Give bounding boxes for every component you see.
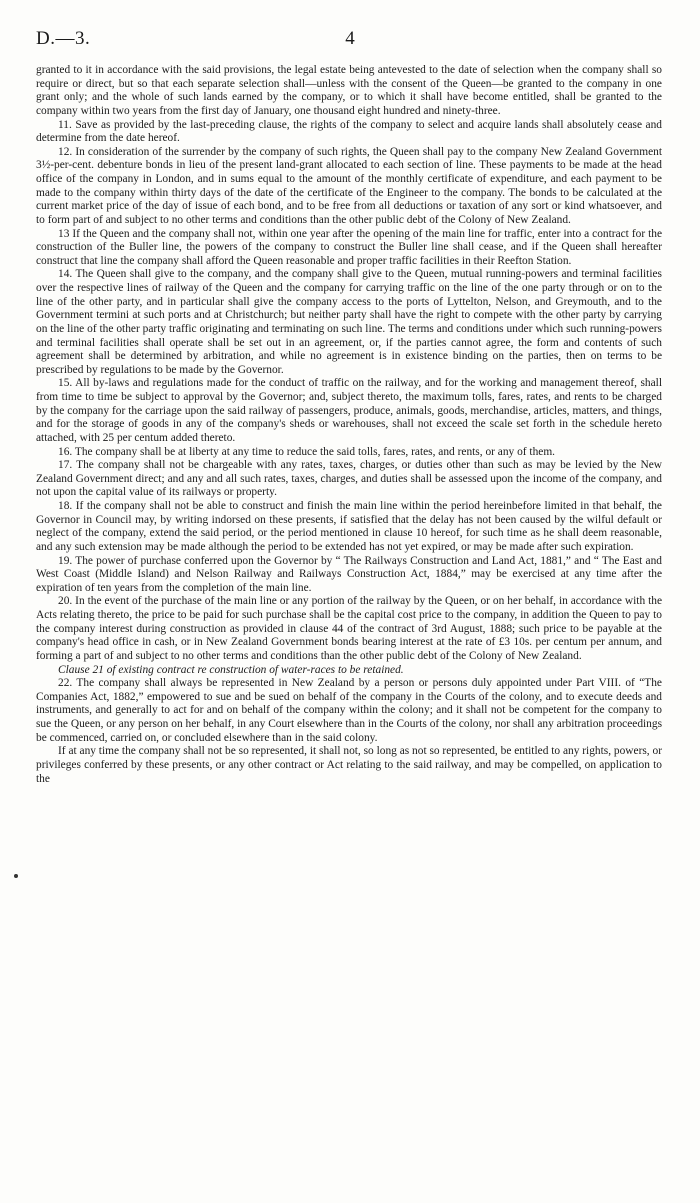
clause-20: 20. In the event of the purchase of the main line or any portion of the railway by the Queen, or on her behalf, in accordance with the Acts relating thereto, the price to be paid for such purchase shall be the capital cost price to the company, in addition the Queen to pay to the company interest during construction as provided in clause 44 of the contract of 3rd August, 1888; such price to be payable at the company's head office in cash, or in New Zealand Government bonds bearing interest at the rate of £3 10s. per centum per annum, and forming a part of and subject to no other terms and conditions than the other public debt of the Colony of New Zealand. bbox=[36, 595, 662, 662]
document-body bbox=[36, 64, 662, 786]
paragraph: If at any time the company shall not be so represented, it shall not, so long as not so represented, be entitled to any rights, powers, or privileges conferred by these presents, or any other contract or Act relating to the said railway, and may be compelled, on application to the bbox=[36, 745, 662, 785]
document-reference: D.—3. bbox=[36, 28, 91, 49]
clause-22: 22. The company shall always be represented in New Zealand by a person or persons duly appointed under Part VIII. of “The Companies Act, 1882,” empowered to sue and be sued on behalf of the company in the Courts of the colony, and to execute deeds and instruments, and generally to act for and on behalf of the company within the colony; and it shall not be competent for the company to sue the Queen, or any person on her behalf, in any Court elsewhere than in the Courts of the colony, nor shall any arbitration proceedings be commenced, carried on, or concluded elsewhere than in the said colony. bbox=[36, 677, 662, 744]
clause-15: 15. All by-laws and regulations made for the conduct of traffic on the railway, and for the working and management thereof, shall from time to time be subject to approval by the Governor; and, subject thereto, the maximum tolls, fares, rates, and rents to be charged by the company for the carriage upon the said railway of passengers, produce, animals, goods, merchandise, articles, matters, and things, and for the storage of goods in any of the company's sheds or warehouses, shall not exceed the scale set forth in the schedule hereto attached, with 25 per centum added thereto. bbox=[36, 377, 662, 444]
page-header bbox=[36, 28, 664, 52]
clause-12: 12. In consideration of the surrender by the company of such rights, the Queen shall pay to the company New Zealand Government 3½-per-cent. debenture bonds in lieu of the present land-grant allocated to each section of line. These payments to be made at the head office of the company in London, and in sums equal to the amount of the monthly certificate of expenditure, and each payment to be made to the company within thirty days of the date of the certificate of the Engineer to the company. The bonds to be calculated at the current market price of the day of issue of each bond, and to be free from all deductions or taxation of any sort or kind whatsoever, and to form part of and subject to no other terms and conditions than the other public debt of the Colony of New Zealand. bbox=[36, 145, 662, 226]
clause-17: 17. The company shall not be chargeable with any rates, taxes, charges, or duties other than such as may be levied by the New Zealand Government direct; and any and all such rates, taxes, charges, and duties shall be assessed upon the income of the company, and not upon the capital value of its railways or property. bbox=[36, 459, 662, 499]
clause-14: 14. The Queen shall give to the company, and the company shall give to the Queen, mutual running-powers and terminal facilities over the respective lines of railway of the Queen and the company for carrying traffic on the line of the one party through or on to the line of the other party, and in particular shall give the company access to the ports of Lyttelton, Nelson, and Greymouth, and to the Government termini at such ports and at Christchurch; but neither party shall have the right to compete with the other party by carrying on the line of the other party traffic originating and terminating on such line. The terms and conditions under which such running-powers and terminal facilities shall operate shall be set out in an agreement, or, if the parties cannot agree, the form and contents of such agreement shall be determined by arbitration, and while no agreement is in existence binding on the parties, then on terms to be prescribed by regulations to be made by the Governor. bbox=[36, 268, 662, 376]
paragraph: granted to it in accordance with the said provisions, the legal estate being antevested to the date of selection when the company shall so require or direct, but so that each separate selection shall—unless with the consent of the Queen—be granted to the company in one grant only; and the whole of such lands earned by the company, or to which it shall have become entitled, shall be granted to the company within two years from the first day of January, one thousand eight hundred and ninety-three. bbox=[36, 64, 662, 117]
clause-11: 11. Save as provided by the last-preceding clause, the rights of the company to select and acquire lands shall absolutely cease and determine from the date hereof. bbox=[36, 118, 662, 145]
clause-16: 16. The company shall be at liberty at any time to reduce the said tolls, fares, rates, and rents, or any of them. bbox=[58, 445, 556, 458]
clause-19: 19. The power of purchase conferred upon the Governor by “ The Railways Construction and Land Act, 1881,” and “ The East and West Coast (Middle Island) and Nelson Railway and Railways Construction Act, 1884,” may be exercised at any time after the expiration of ten years from the completion of the main line. bbox=[36, 554, 662, 594]
clause-13: 13 If the Queen and the company shall not, within one year after the opening of the main line for traffic, enter into a contract for the construction of the Buller line, the powers of the company to construct the Buller line shall cease, and if the Queen shall hereafter construct that line the company shall afford the Queen reasonable and proper traffic facilities in their Reefton Station. bbox=[36, 227, 662, 267]
clause-18: 18. If the company shall not be able to construct and finish the main line within the period hereinbefore limited in that behalf, the Governor in Council may, by writing indorsed on these presents, if satisfied that the delay has not been caused by the wilful default or neglect of the company, extend the said period, or the period mentioned in clause 10 hereof, for such time as he shall deem reasonable, and any such extension may be made although the period to be extended has not yet expired, or may be made after such expiration. bbox=[36, 500, 662, 553]
margin-dot bbox=[14, 874, 18, 878]
page-number: 4 bbox=[345, 28, 355, 49]
clause-21-note: Clause 21 of existing contract re construction of water-races to be retained. bbox=[58, 663, 404, 676]
